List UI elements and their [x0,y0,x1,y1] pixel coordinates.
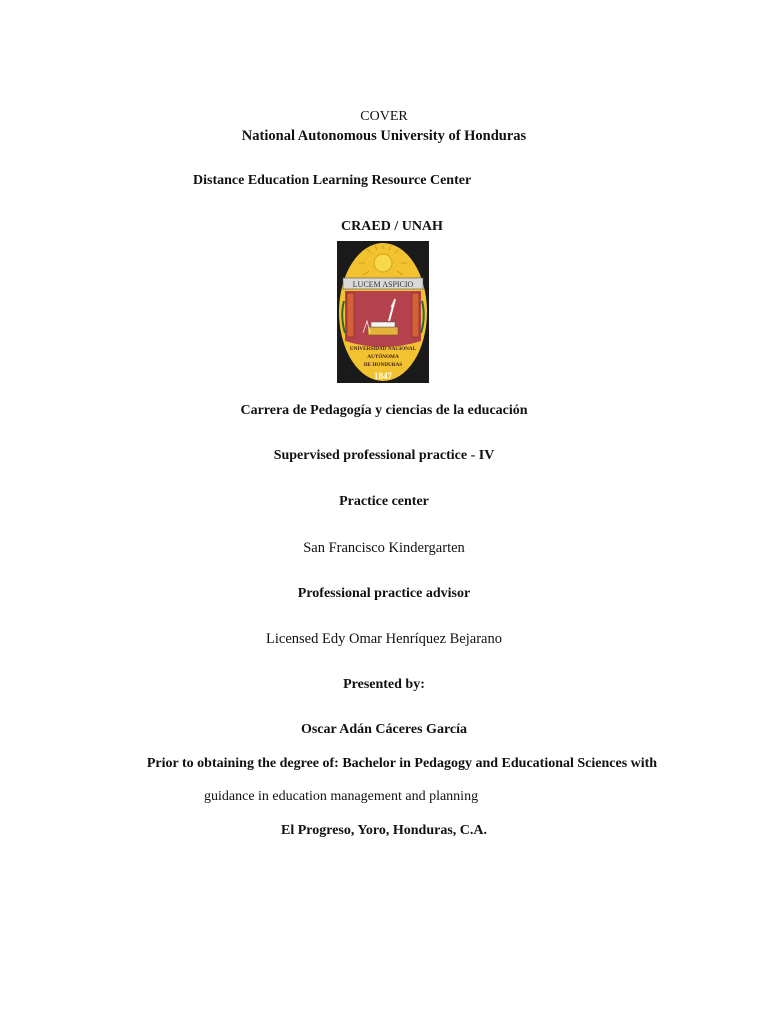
university-seal-logo [337,241,429,383]
right-column [412,293,419,337]
advisor-value: Licensed Edy Omar Henríquez Bejarano [266,631,502,647]
degree-line-2: guidance in education management and planning [204,789,479,804]
institution-acronym: CRAED / UNAH [341,219,443,234]
presenter-name: Oscar Adán Cáceres García [300,722,468,737]
career-name: Carrera de Pedagogía y ciencias de la educación [240,403,528,418]
university-name: National Autonomous University of Honduras [241,128,527,144]
location: El Progreso, Yoro, Honduras, C.A. [281,823,487,838]
seal-year: 1847 [374,371,392,381]
learning-center-name: Distance Education Learning Resource Center [193,173,472,188]
presented-by-label: Presented by: [343,677,425,692]
seal-name-line1: UNIVERSIDAD NACIONAL [349,346,417,352]
seal-name-line3: DE HONDURAS [363,362,403,368]
practice-center-value: San Francisco Kindergarten [303,540,465,556]
advisor-label: Professional practice advisor [297,586,471,601]
practice-center-label: Practice center [339,494,429,509]
degree-line-1: Prior to obtaining the degree of: Bachelor in Pedagogy and Educational Sciences with [146,756,658,771]
cover-heading: COVER [360,109,408,124]
seal-inner-panel [345,291,421,347]
left-column [347,293,354,337]
seal-motto: LUCEM ASPICIO [352,280,414,289]
course-name: Supervised professional practice - IV [273,448,495,463]
seal-name-line2: AUTÓNOMA [367,354,399,360]
